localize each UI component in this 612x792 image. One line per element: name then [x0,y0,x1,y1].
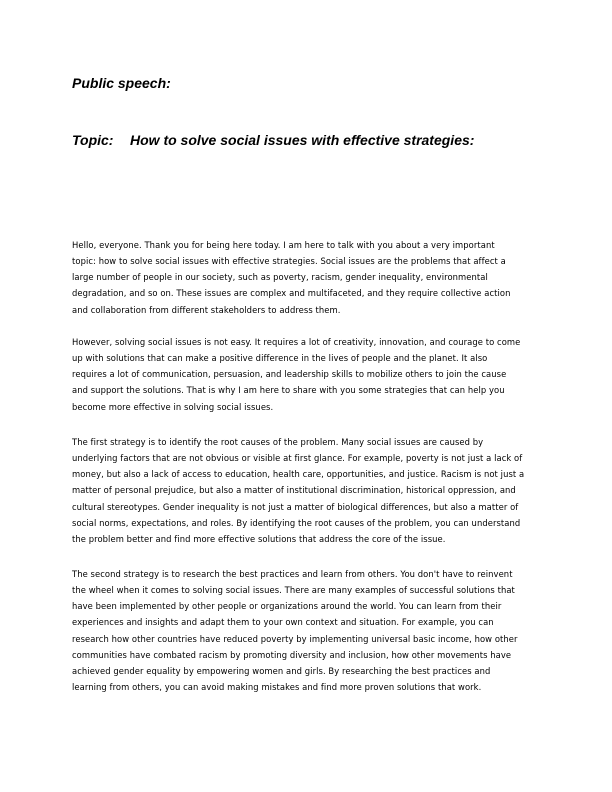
paragraph-line: learning from others, you can avoid making mistakes and find more proven solutions that work. [72,681,482,692]
topic-text: How to solve social issues with effective strategies: [130,132,475,148]
paragraph-line: social norms, expectations, and roles. By identifying the root causes of the problem, you can understand [72,517,521,528]
paragraph-line: achieved gender equality by empowering women and girls. By researching the best practices and [72,665,491,676]
paragraph-line: have been implemented by other people or organizations around the world. You can learn from their [72,601,502,612]
topic-label: Topic: [72,132,114,148]
paragraph-line: topic: how to solve social issues with effective strategies. Social issues are the problems that affect a [72,256,506,267]
paragraph-second-strategy [72,566,542,695]
paragraph-line: Hello, everyone. Thank you for being here today. I am here to talk with you about a very important [72,240,495,250]
paragraph-line: However, solving social issues is not easy. It requires a lot of creativity, innovation, and courage to come [72,337,521,347]
paragraph-challenges [72,334,542,415]
paragraph-first-strategy [72,434,542,547]
document-title: Public speech: [72,75,171,91]
paragraph-line: research how other countries have reduced poverty by implementing universal basic income, how other [72,633,518,644]
paragraph-line: the problem better and find more effective solutions that address the core of the issue. [72,533,446,544]
paragraph-line: up with solutions that can make a positive difference in the lives of people and the planet. It also [72,353,488,364]
paragraph-line: become more effective in solving social issues. [72,401,274,412]
paragraph-line: and support the solutions. That is why I am here to share with you some strategies that can help you [72,385,505,396]
paragraph-line: degradation, and so on. These issues are complex and multifaceted, and they require collective action [72,288,511,299]
paragraph-line: the wheel when it comes to solving social issues. There are many examples of successful solutions that [72,585,515,596]
paragraph-line: matter of personal prejudice, but also a matter of institutional discrimination, historical oppression, and [72,485,516,496]
paragraph-line: communities have combated racism by promoting diversity and inclusion, how other movements have [72,649,512,660]
paragraph-line: requires a lot of communication, persuasion, and leadership skills to mobilize others to join the cause [72,369,507,380]
paragraph-introduction [72,237,542,318]
topic-heading [72,132,474,148]
paragraph-line: cultural stereotypes. Gender inequality is not just a matter of biological differences, but also a matter of [72,501,519,512]
paragraph-line: and collaboration from different stakeholders to address them. [72,304,341,315]
paragraph-line: underlying factors that are not obvious or visible at first glance. For example, poverty is not just a lack of [72,453,523,464]
paragraph-line: The second strategy is to research the best practices and learn from others. You don't have to reinvent [72,569,513,579]
paragraph-line: experiences and insights and adapt them to your own context and situation. For example, you can [72,617,494,628]
paragraph-line: large number of people in our society, such as poverty, racism, gender inequality, environmental [72,272,488,283]
paragraph-line: The first strategy is to identify the root causes of the problem. Many social issues are caused by [72,437,484,447]
paragraph-line: money, but also a lack of access to education, health care, opportunities, and justice. Racism is not just a [72,469,525,480]
